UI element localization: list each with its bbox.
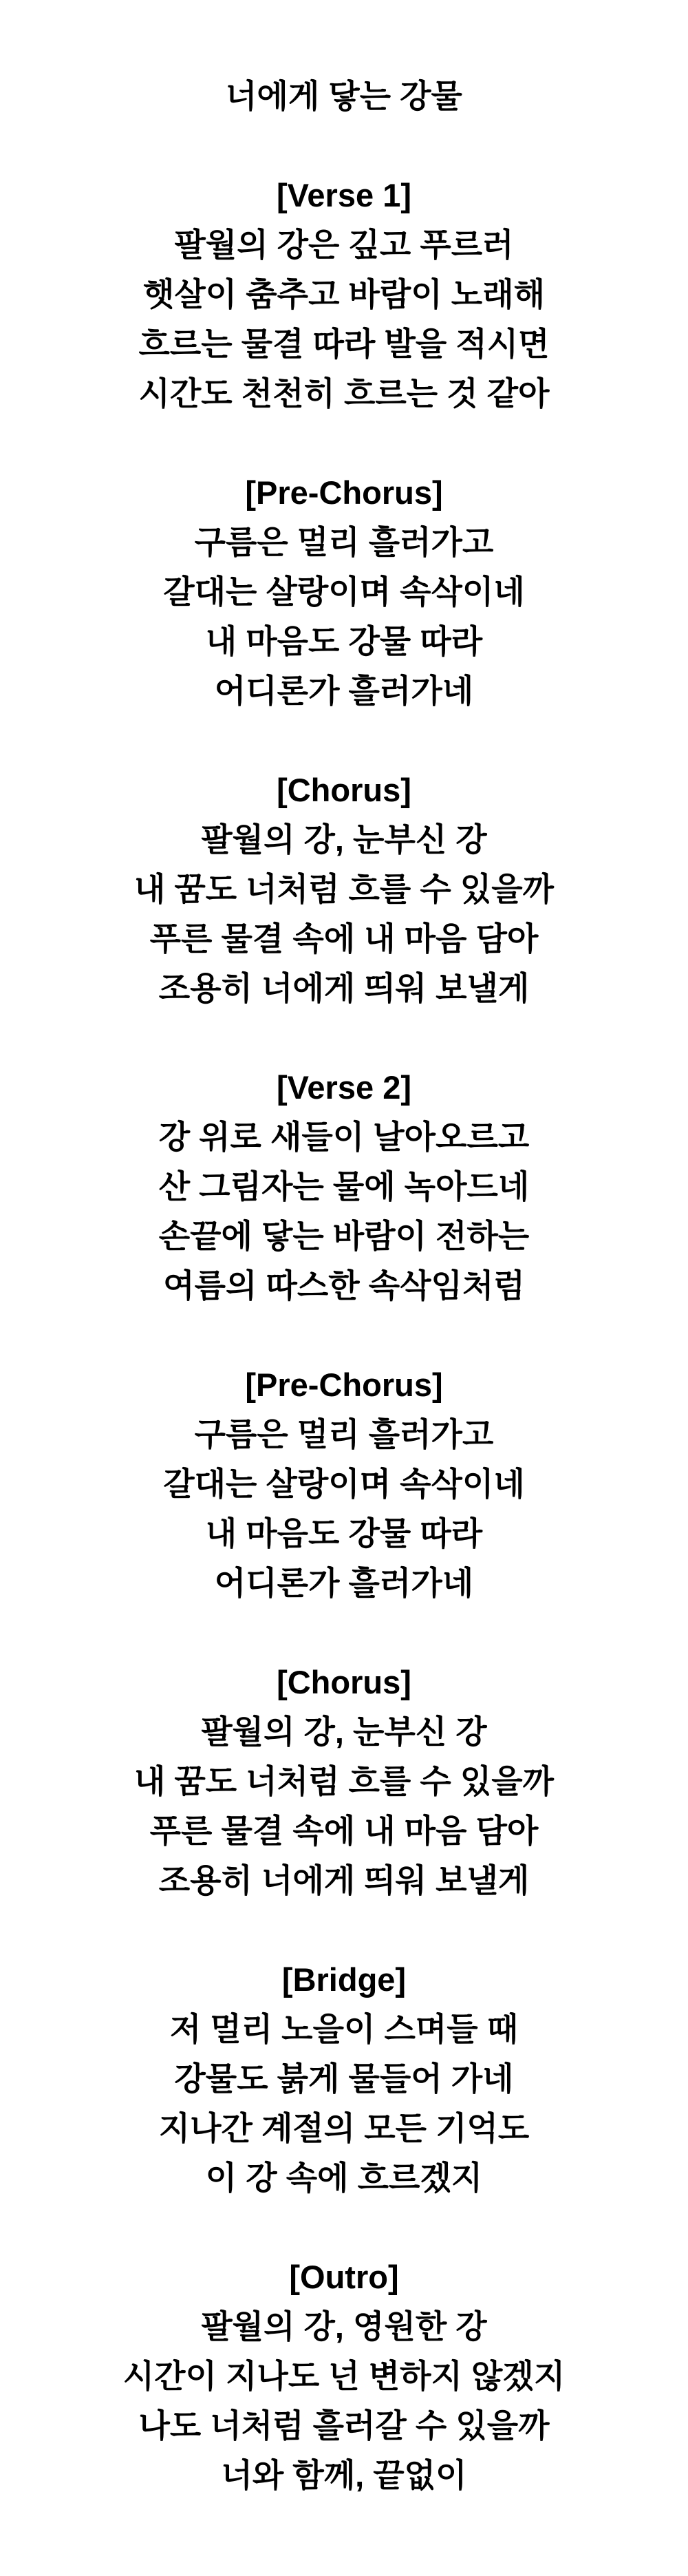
section-outro (41, 2252, 647, 2500)
lyric-line: 갈대는 살랑이며 속삭이네 (163, 1466, 525, 1502)
lyric-line: 강물도 붉게 물들어 가네 (174, 2060, 514, 2097)
lyric-line: 강 위로 새들이 날아오르고 (158, 1119, 530, 1155)
section-verse-2 (41, 1063, 647, 1311)
section-label: [Chorus] (277, 1664, 411, 1700)
section-pre-chorus-1 (41, 468, 647, 716)
section-label: [Outro] (289, 2259, 399, 2295)
lyric-line: 지나간 계절의 모든 기억도 (158, 2110, 530, 2146)
section-label: [Pre-Chorus] (245, 474, 443, 511)
lyric-line: 팔월의 강은 깊고 푸르러 (174, 226, 514, 263)
lyric-line: 내 꿈도 너처럼 흐를 수 있을까 (133, 1763, 555, 1799)
lyric-line: 팔월의 강, 눈부신 강 (201, 1713, 487, 1750)
lyric-line: 손끝에 닿는 바람이 전하는 (158, 1218, 530, 1254)
section-label: [Chorus] (277, 772, 411, 808)
lyric-line: 어디론가 흘러가네 (214, 673, 474, 709)
lyric-line: 저 멀리 노을이 스며들 때 (169, 2011, 519, 2047)
section-pre-chorus-2 (41, 1360, 647, 1608)
lyric-line: 산 그림자는 물에 녹아드네 (158, 1168, 530, 1205)
lyric-line: 내 꿈도 너처럼 흐를 수 있을까 (133, 871, 555, 907)
lyric-line: 이 강 속에 흐르겠지 (205, 2160, 483, 2196)
lyric-line: 팔월의 강, 눈부신 강 (201, 821, 487, 858)
lyric-line: 팔월의 강, 영원한 강 (201, 2308, 487, 2345)
lyric-line: 갈대는 살랑이며 속삭이네 (163, 573, 525, 610)
song-title: 너에게 닿는 강물 (226, 78, 462, 114)
section-label: [Pre-Chorus] (245, 1366, 443, 1403)
section-bridge (41, 1955, 647, 2203)
lyric-line: 내 마음도 강물 따라 (205, 1515, 483, 1552)
lyric-line: 햇살이 춤추고 바람이 노래해 (143, 276, 545, 313)
lyric-line: 여름의 따스한 속삭임처럼 (163, 1267, 525, 1304)
lyric-line: 조용히 너에게 띄워 보낼게 (158, 1862, 530, 1899)
section-label: [Bridge] (281, 1961, 407, 1998)
lyric-line: 내 마음도 강물 따라 (205, 623, 483, 659)
lyric-line: 너와 함께, 끝없이 (221, 2457, 467, 2493)
lyric-line: 나도 너처럼 흘러갈 수 있을까 (138, 2407, 550, 2444)
lyric-line: 구름은 멀리 흘러가고 (194, 1416, 494, 1453)
lyric-line: 어디론가 흘러가네 (214, 1565, 474, 1601)
section-chorus-2 (41, 1658, 647, 1905)
lyric-line: 흐르는 물결 따라 발을 적시면 (138, 326, 550, 362)
lyric-line: 시간도 천천히 흐르는 것 같아 (138, 375, 550, 412)
lyric-line: 푸른 물결 속에 내 마음 담아 (149, 1813, 539, 1849)
lyric-line: 조용히 너에게 띄워 보낼게 (158, 970, 530, 1006)
section-verse-1 (41, 171, 647, 419)
lyric-line: 시간이 지나도 넌 변하지 않겠지 (122, 2358, 566, 2394)
lyric-line: 구름은 멀리 흘러가고 (194, 524, 494, 560)
section-label: [Verse 1] (277, 177, 411, 213)
section-label: [Verse 2] (277, 1069, 411, 1106)
lyric-line: 푸른 물결 속에 내 마음 담아 (149, 920, 539, 957)
section-chorus-1 (41, 766, 647, 1013)
